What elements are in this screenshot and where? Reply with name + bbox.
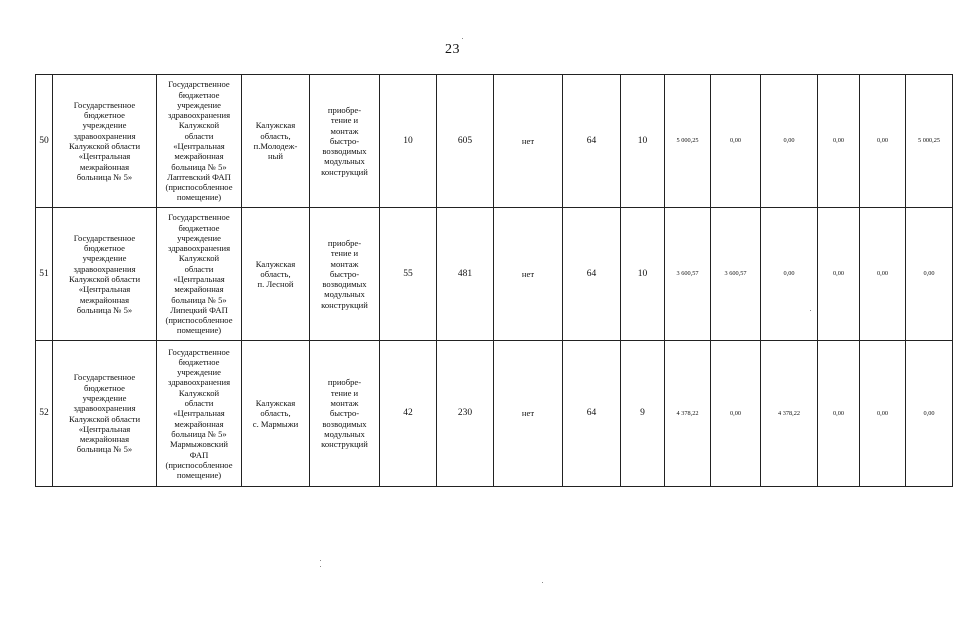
amount-cell: 4 378,22 <box>665 341 711 487</box>
value-cell: 10 <box>621 208 665 341</box>
amount-cell: 0,00 <box>906 341 953 487</box>
facility-text: Государственное бюджетное учреждение здравоохранения Калужской области «Центральная межрайонная больница № 5» Мармыжовский ФАП (приспособленное помещение) <box>165 346 233 481</box>
measure-text: приобре- тение и монтаж быстро- возводимых модульных конструкций <box>321 237 368 310</box>
amount-cell: 4 378,22 <box>761 341 818 487</box>
amount-cell: 0,00 <box>818 75 860 208</box>
value-cell: 64 <box>563 208 621 341</box>
institution-cell <box>53 208 157 341</box>
institution-text: Государственное бюджетное учреждение здравоохранения Калужской области «Центральная межрайонная больница № 5» <box>68 232 141 315</box>
scan-speck <box>320 566 321 567</box>
amount-cell: 0,00 <box>818 341 860 487</box>
measure-text: приобре- тение и монтаж быстро- возводимых модульных конструкций <box>321 104 368 177</box>
value-cell: нет <box>494 341 563 487</box>
measure-text: приобре- тение и монтаж быстро- возводимых модульных конструкций <box>321 377 368 450</box>
institution-cell <box>53 75 157 208</box>
table-row <box>36 341 953 487</box>
facility-cell <box>157 208 242 341</box>
institution-cell <box>53 341 157 487</box>
amount-cell: 5 000,25 <box>906 75 953 208</box>
amount-cell: 0,00 <box>860 75 906 208</box>
value-cell: 10 <box>380 75 437 208</box>
row-number: 50 <box>36 75 53 208</box>
page-number: 23 <box>445 42 460 57</box>
amount-cell: 5 000,25 <box>665 75 711 208</box>
amount-cell: 0,00 <box>906 208 953 341</box>
amount-cell: 3 600,57 <box>711 208 761 341</box>
institution-text: Государственное бюджетное учреждение здравоохранения Калужской области «Центральная межрайонная больница № 5» <box>68 372 141 455</box>
value-cell: 42 <box>380 341 437 487</box>
value-cell: 230 <box>437 341 494 487</box>
amount-cell: 3 600,57 <box>665 208 711 341</box>
scan-speck <box>542 582 543 583</box>
scan-speck <box>462 38 463 39</box>
value-cell: нет <box>494 208 563 341</box>
location-cell <box>242 75 310 208</box>
value-cell: нет <box>494 75 563 208</box>
location-cell <box>242 341 310 487</box>
measure-cell <box>310 341 380 487</box>
value-cell: 64 <box>563 75 621 208</box>
amount-cell: 0,00 <box>860 208 906 341</box>
value-cell: 9 <box>621 341 665 487</box>
value-cell: 64 <box>563 341 621 487</box>
measure-cell <box>310 75 380 208</box>
facility-cell <box>157 341 242 487</box>
table-row <box>36 208 953 341</box>
amount-cell: 0,00 <box>711 75 761 208</box>
facility-cell <box>157 75 242 208</box>
value-cell: 55 <box>380 208 437 341</box>
amount-cell: 0,00 <box>711 341 761 487</box>
scan-speck <box>320 560 321 561</box>
row-number: 51 <box>36 208 53 341</box>
value-cell: 605 <box>437 75 494 208</box>
location-cell <box>242 208 310 341</box>
facilities-table <box>35 74 953 487</box>
value-cell: 10 <box>621 75 665 208</box>
location-text: Калужская область, п.Молодеж- ный <box>253 120 298 162</box>
amount-cell: 0,00 <box>761 208 818 341</box>
facility-text: Государственное бюджетное учреждение здравоохранения Калужской области «Центральная межрайонная больница № 5» Лаптевский ФАП (приспособленное помещение) <box>165 79 233 203</box>
location-text: Калужская область, п. Лесной <box>255 258 296 290</box>
table-row <box>36 75 953 208</box>
measure-cell <box>310 208 380 341</box>
amount-cell: 0,00 <box>761 75 818 208</box>
amount-cell: 0,00 <box>860 341 906 487</box>
amount-cell: 0,00 <box>818 208 860 341</box>
value-cell: 481 <box>437 208 494 341</box>
facility-text: Государственное бюджетное учреждение здравоохранения Калужской области «Центральная межрайонная больница № 5» Липецкий ФАП (приспособленное помещение) <box>165 212 233 336</box>
location-text: Калужская область, с. Мармыжи <box>252 398 299 429</box>
row-number: 52 <box>36 341 53 487</box>
scan-speck <box>810 310 811 311</box>
institution-text: Государственное бюджетное учреждение здравоохранения Калужской области «Центральная межрайонная больница № 5» <box>68 99 141 182</box>
